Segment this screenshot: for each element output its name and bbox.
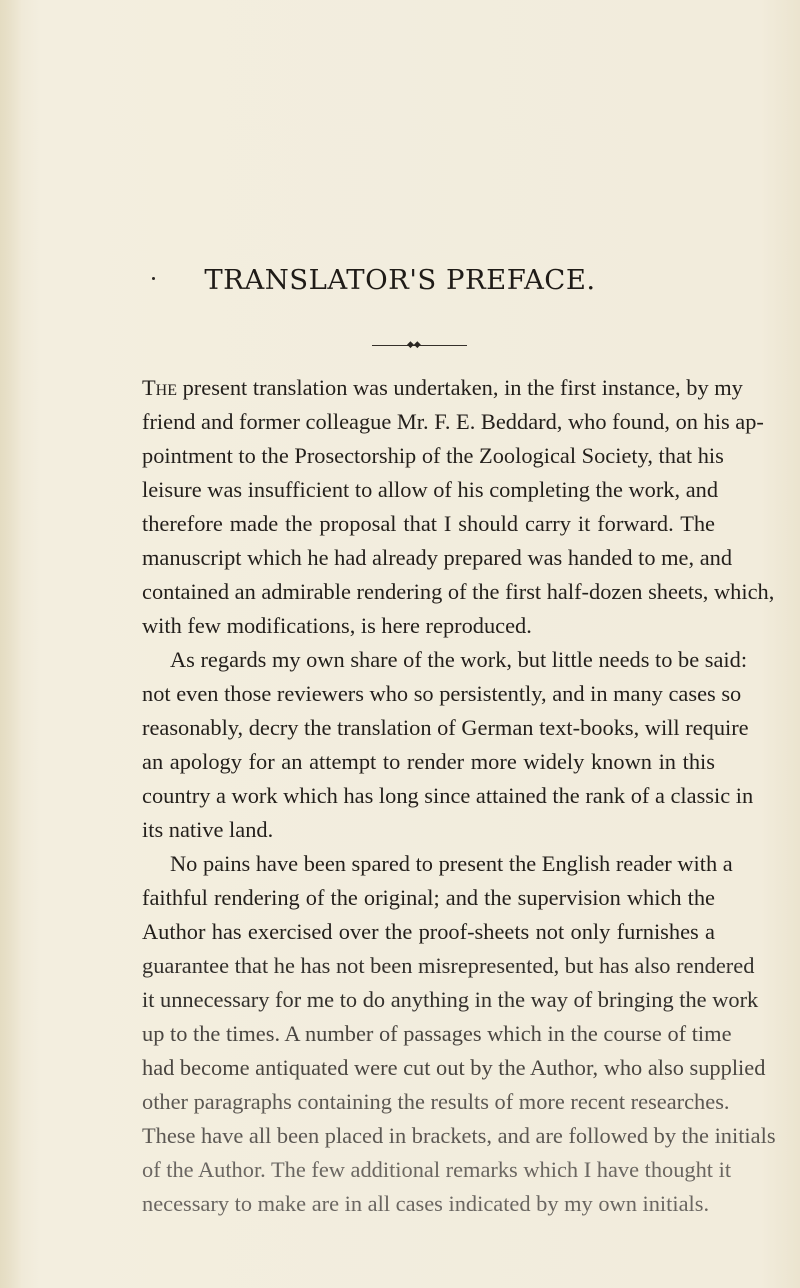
text-line: friend and former colleague Mr. F. E. Beddard, who found, on his ap- — [142, 409, 764, 434]
text-line: its native land. — [142, 817, 274, 842]
text-line: reasonably, decry the translation of German text-books, will require — [142, 715, 749, 740]
rule-ornament-icon: ◆◆ — [407, 340, 421, 350]
text-line: other paragraphs containing the results of more recent researches. — [142, 1089, 730, 1114]
text-line: necessary to make are in all cases indicated by my own initials. — [142, 1191, 710, 1216]
text-line: not even those reviewers who so persistently, and in many cases so — [142, 681, 742, 706]
text-line: leisure was insufficient to allow of his completing the work, and — [142, 477, 719, 502]
page-title: TRANSLATOR'S PREFACE. — [204, 264, 596, 296]
text-line: an apology for an attempt to render more widely known in this — [142, 749, 715, 774]
text-line: No pains have been spared to present the English reader with a — [170, 851, 733, 876]
text-line: pointment to the Prosectorship of the Zoological Society, that his — [142, 443, 724, 468]
text-line: country a work which has long since attained the rank of a classic in — [142, 783, 754, 808]
text-line: therefore made the proposal that I should carry it forward. The — [142, 511, 715, 536]
text-line: As regards my own share of the work, but little needs to be said: — [170, 647, 748, 672]
page-gutter-shadow — [0, 0, 22, 1288]
text-line: Author has exercised over the proof-sheets not only furnishes a — [142, 919, 715, 944]
text-line: faithful rendering of the original; and the supervision which the — [142, 885, 715, 910]
text-line: guarantee that he has not been misrepresented, but has also rendered — [142, 953, 755, 978]
text-line: it unnecessary for me to do anything in the way of bringing the work — [142, 987, 759, 1012]
text-line: contained an admirable rendering of the first half-dozen sheets, which, — [142, 579, 775, 604]
text-line: with few modifications, is here reproduced. — [142, 613, 532, 638]
text-line: The present translation was undertaken, in the first instance, by my — [142, 375, 743, 400]
text-line: had become antiquated were cut out by the Author, who also supplied — [142, 1055, 766, 1080]
text-line: of the Author. The few additional remarks which I have thought it — [142, 1157, 732, 1182]
text-line: manuscript which he had already prepared was handed to me, and — [142, 545, 733, 570]
text-line: These have all been placed in brackets, and are followed by the initials — [142, 1123, 776, 1148]
text-line: up to the times. A number of passages which in the course of time — [142, 1021, 732, 1046]
opening-word: The — [142, 375, 178, 400]
